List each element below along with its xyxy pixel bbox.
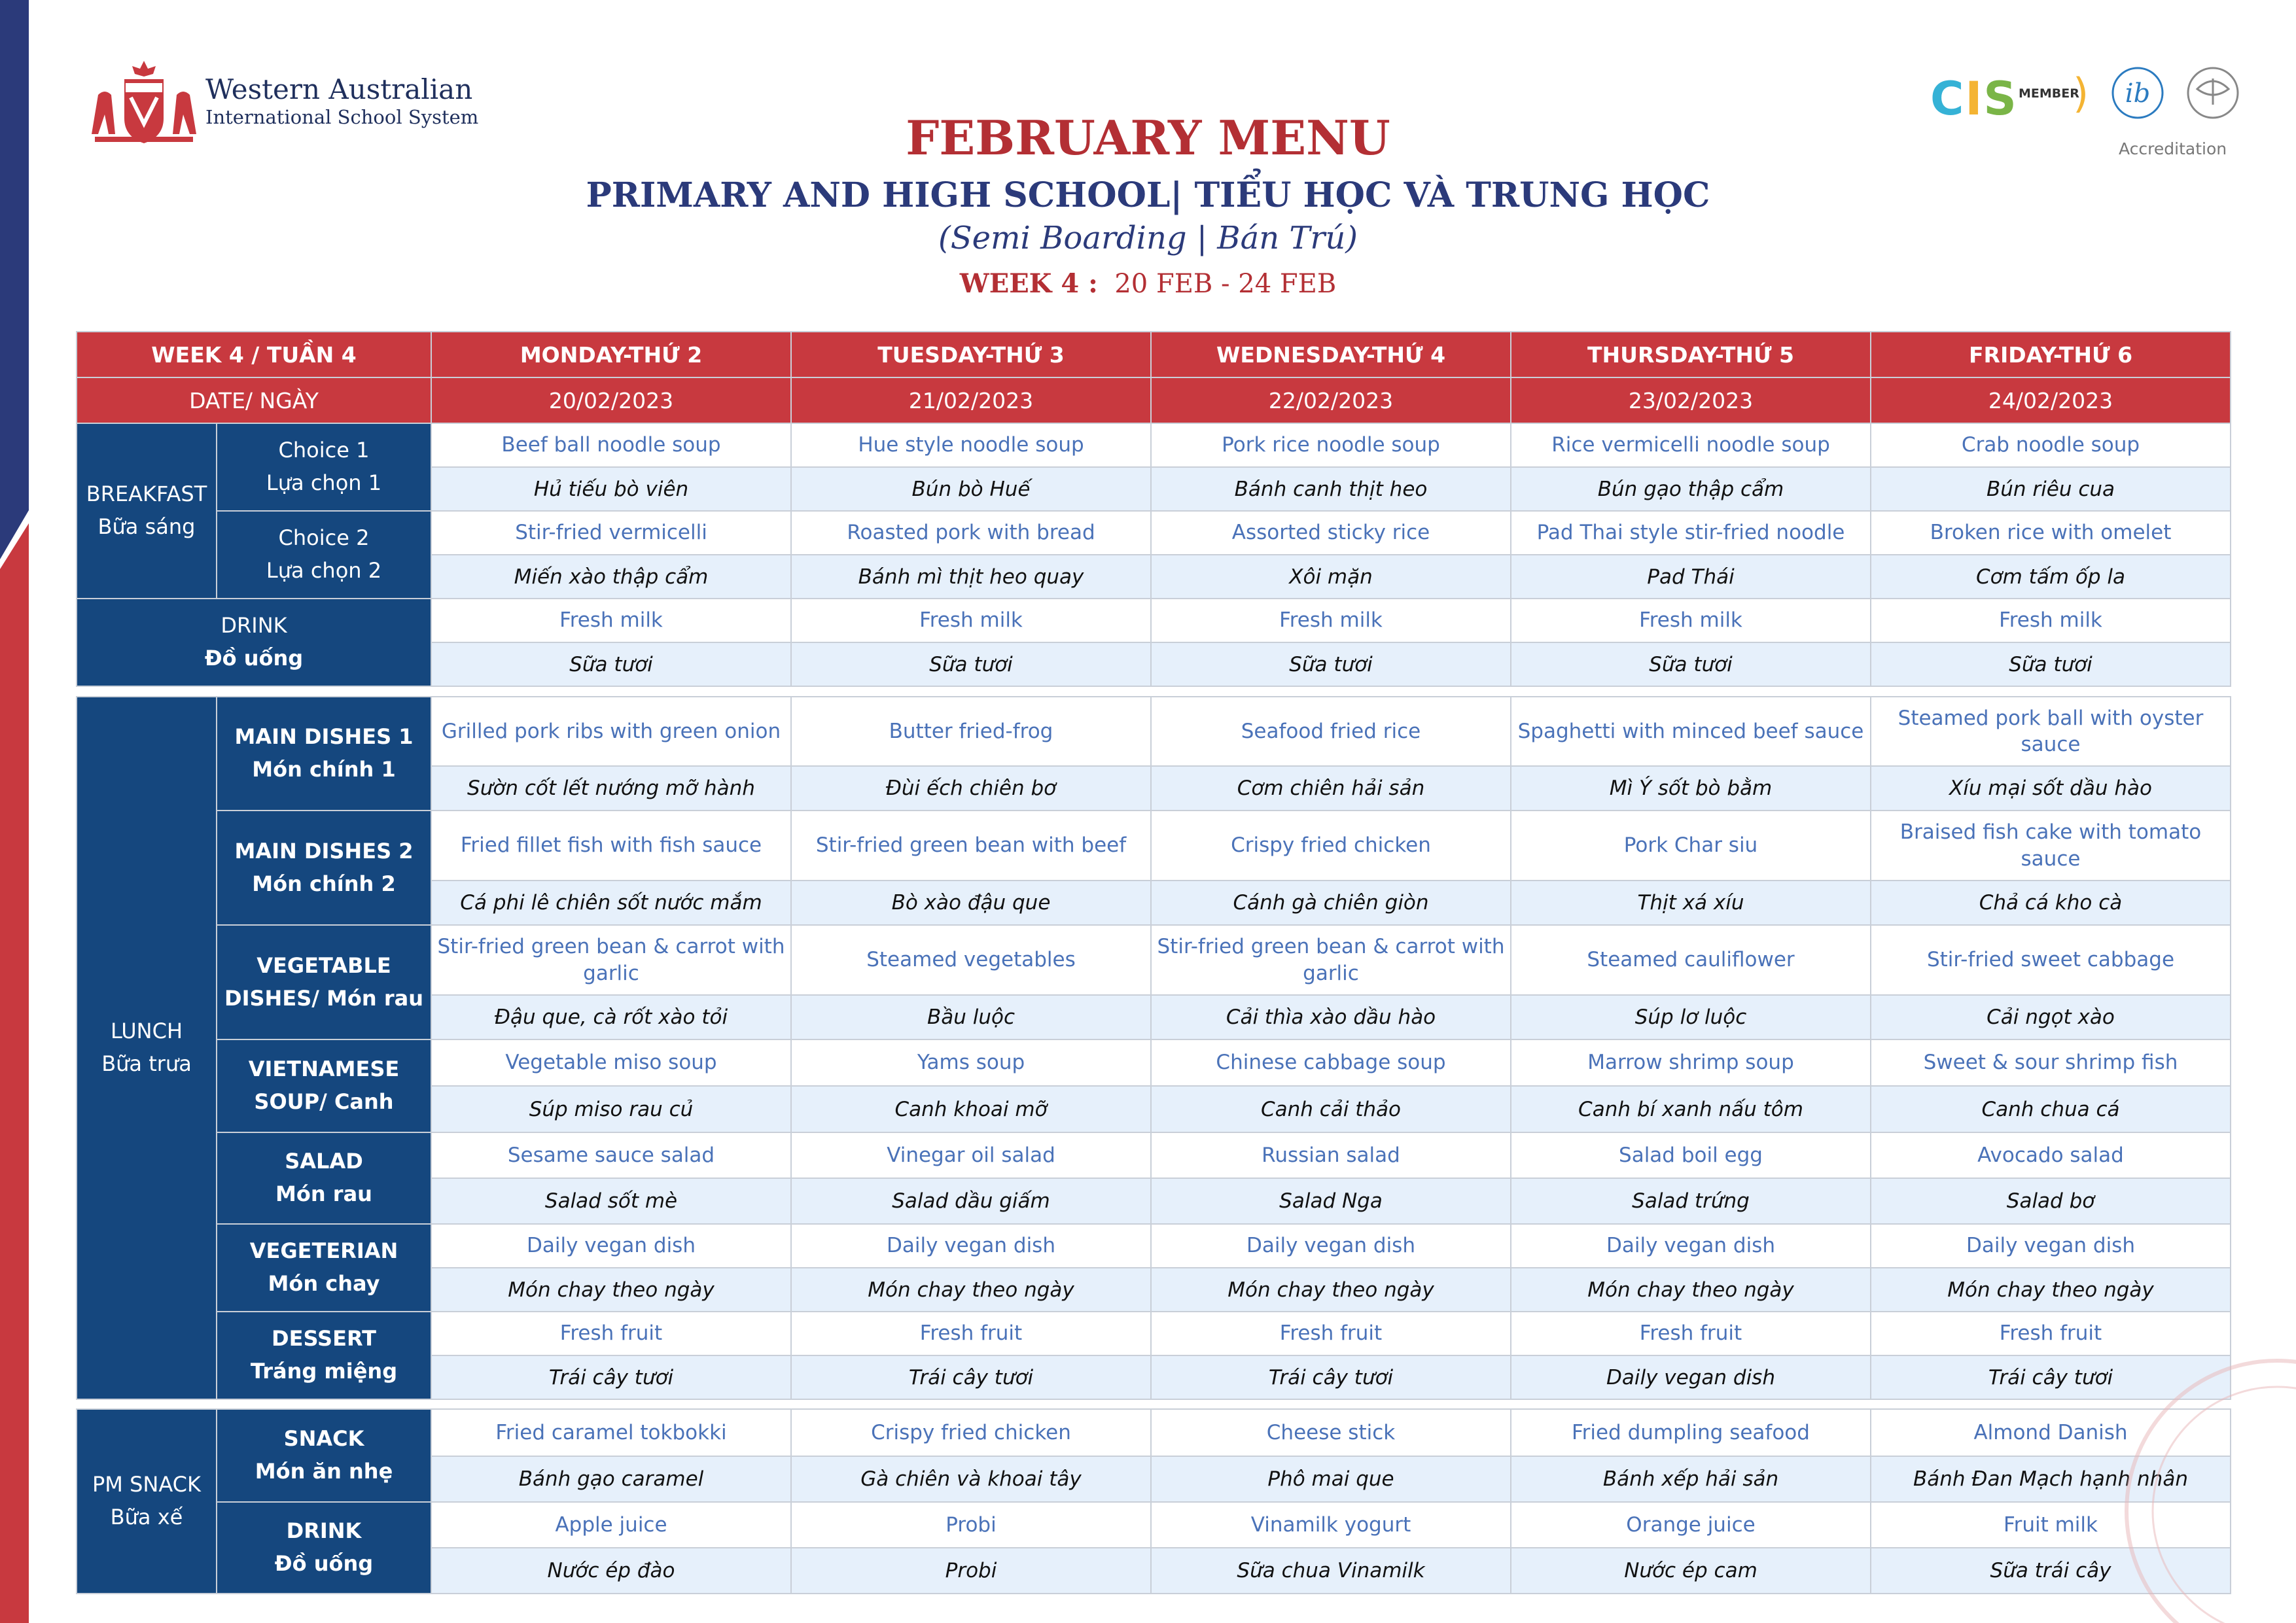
dish-vi: Súp miso rau củ [431,1086,791,1132]
dish-en: Steamed vegetables [791,925,1151,995]
dish-vi: Xôi mặn [1151,555,1511,599]
dish-en: Fresh milk [1871,599,2231,642]
dish-vi: Đậu que, cà rốt xào tỏi [431,995,791,1039]
dish-vi: Nước ép đào [431,1548,791,1594]
header-day: FRIDAY-THỨ 6 [1871,332,2231,377]
dish-vi: Cơm chiên hải sản [1151,766,1511,811]
row-label-snack-drink: DRINK Đồ uống [217,1502,431,1594]
dish-vi: Thịt xá xíu [1511,881,1871,925]
dish-en: Stir-fried vermicelli [431,511,791,555]
dish-en: Assorted sticky rice [1151,511,1511,555]
dish-vi: Chả cá kho cà [1871,881,2231,925]
header-date-cell: 23/02/2023 [1511,377,1871,423]
row-label-soup: VIETNAMESE SOUP/ Canh [217,1039,431,1132]
dish-vi: Salad Nga [1151,1178,1511,1224]
table-row [77,1502,2231,1548]
dish-en: Vinegar oil salad [791,1132,1151,1178]
dish-vi: Bánh mì thịt heo quay [791,555,1151,599]
dish-vi: Đùi ếch chiên bơ [791,766,1151,811]
table-row [77,1224,2231,1268]
dish-en: Fried caramel tokbokki [431,1409,791,1456]
dish-en: Stir-fried green bean & carrot with garlic [431,925,791,995]
dish-vi: Món chay theo ngày [1151,1268,1511,1312]
lunch-table [76,696,2231,1400]
cis-logo: CIS [1930,72,2018,126]
dish-en: Grilled pork ribs with green onion [431,697,791,766]
dish-vi: Mì Ý sốt bò bằm [1511,766,1871,811]
dish-en: Fresh fruit [1871,1312,2231,1355]
dish-en: Vinamilk yogurt [1151,1502,1511,1548]
dish-en: Crispy fried chicken [791,1409,1151,1456]
dish-en: Avocado salad [1871,1132,2231,1178]
dish-en: Daily vegan dish [1511,1224,1871,1268]
header-day: THURSDAY-THỨ 5 [1511,332,1871,377]
row-label-main-2: MAIN DISHES 2 Món chính 2 [217,811,431,925]
dish-en: Fresh milk [1151,599,1511,642]
page-subtitle-2: (Semi Boarding | Bán Trú) [938,220,1358,256]
dish-vi: Sữa chua Vinamilk [1151,1548,1511,1594]
header-row-dates [77,377,2231,423]
dish-vi: Bánh canh thịt heo [1151,467,1511,511]
page-subtitle: PRIMARY AND HIGH SCHOOL| TIỂU HỌC VÀ TRUNG HỌC [586,175,1710,215]
dish-vi: Daily vegan dish [1511,1355,1871,1399]
dish-en: Beef ball noodle soup [431,423,791,467]
table-row [77,925,2231,995]
dish-vi: Salad sốt mè [431,1178,791,1224]
row-label-drink: DRINK Đồ uống [77,599,431,686]
dish-vi: Bún riêu cua [1871,467,2231,511]
dish-vi: Trái cây tươi [431,1355,791,1399]
dish-vi: Cá phi lê chiên sốt nước mắm [431,881,791,925]
school-name-line2: International School System [205,106,479,129]
header-date-cell: 20/02/2023 [431,377,791,423]
dish-vi: Bún bò Huế [791,467,1151,511]
dish-vi: Sữa tươi [431,642,791,686]
dish-vi: Gà chiên và khoai tây [791,1456,1151,1502]
dish-vi: Món chay theo ngày [1511,1268,1871,1312]
table-row [77,1039,2231,1086]
dish-vi: Salad bơ [1871,1178,2231,1224]
table-row [77,697,2231,766]
dish-vi: Trái cây tươi [1151,1355,1511,1399]
dish-en: Steamed cauliflower [1511,925,1871,995]
dish-vi: Miến xào thập cẩm [431,555,791,599]
dish-en: Broken rice with omelet [1871,511,2231,555]
dish-en: Fried dumpling seafood [1511,1409,1871,1456]
row-label-snack: SNACK Món ăn nhẹ [217,1409,431,1502]
pm-snack-table [76,1408,2231,1594]
dish-en: Fresh milk [431,599,791,642]
dish-vi: Phô mai que [1151,1456,1511,1502]
week-range [0,268,2296,299]
dish-en: Pad Thai style stir-fried noodle [1511,511,1871,555]
dish-en: Butter fried-frog [791,697,1151,766]
dish-en: Stir-fried green bean & carrot with garlic [1151,925,1511,995]
row-label-choice-1: Choice 1 Lựa chọn 1 [217,423,431,511]
dish-en: Fried fillet fish with fish sauce [431,811,791,881]
dish-en: Russian salad [1151,1132,1511,1178]
dish-vi: Hủ tiếu bò viên [431,467,791,511]
category-breakfast: BREAKFAST Bữa sáng [77,423,217,599]
table-row [77,423,2231,467]
dish-en: Daily vegan dish [431,1224,791,1268]
dish-en: Fresh fruit [791,1312,1151,1355]
dish-en: Stir-fried sweet cabbage [1871,925,2231,995]
dish-en: Hue style noodle soup [791,423,1151,467]
watermark-seal [2061,1341,2296,1623]
cis-member-label: MEMBER [2019,86,2079,101]
dish-en: Sesame sauce salad [431,1132,791,1178]
dish-en: Steamed pork ball with oyster sauce [1871,697,2231,766]
dish-vi: Probi [791,1548,1151,1594]
dish-vi: Bò xào đậu que [791,881,1151,925]
dish-en: Chinese cabbage soup [1151,1039,1511,1086]
week-label: WEEK 4 : [959,268,1098,299]
dish-en: Vegetable miso soup [431,1039,791,1086]
table-row [77,1409,2231,1456]
dish-en: Daily vegan dish [1871,1224,2231,1268]
dish-vi: Bánh gạo caramel [431,1456,791,1502]
week-dates: 20 FEB - 24 FEB [1114,269,1337,299]
dish-en: Braised fish cake with tomato sauce [1871,811,2231,881]
dish-vi: Bún gạo thập cẩm [1511,467,1871,511]
dish-en: Pork rice noodle soup [1151,423,1511,467]
dish-en: Sweet & sour shrimp fish [1871,1039,2231,1086]
dish-vi: Món chay theo ngày [1871,1268,2231,1312]
dish-vi: Sữa tươi [1511,642,1871,686]
dish-vi: Salad trứng [1511,1178,1871,1224]
dish-vi: Sữa tươi [1871,642,2231,686]
row-label-choice-2: Choice 2 Lựa chọn 2 [217,511,431,599]
header-week: WEEK 4 / TUẦN 4 [77,332,431,377]
dish-vi: Cơm tấm ốp la [1871,555,2231,599]
accreditation-label: Accreditation [2119,139,2227,158]
dish-vi: Sườn cốt lết nướng mỡ hành [431,766,791,811]
dish-vi: Canh chua cá [1871,1086,2231,1132]
dish-vi: Bánh Đan Mạch hạnh nhân [1871,1456,2231,1502]
dish-vi: Salad dầu giấm [791,1178,1151,1224]
dish-en: Orange juice [1511,1502,1871,1548]
dish-en: Fresh fruit [1511,1312,1871,1355]
header-date: DATE/ NGÀY [77,377,431,423]
header-day: WEDNESDAY-THỨ 4 [1151,332,1511,377]
dish-vi: Trái cây tươi [1871,1355,2231,1399]
dish-vi: Sữa tươi [1151,642,1511,686]
category-lunch: LUNCH Bữa trưa [77,697,217,1399]
dish-en: Daily vegan dish [791,1224,1151,1268]
table-row [77,599,2231,642]
dish-en: Rice vermicelli noodle soup [1511,423,1871,467]
dish-en: Pork Char siu [1511,811,1871,881]
ib-logo-text: ib [2125,79,2151,109]
dish-en: Almond Danish [1871,1409,2231,1456]
dish-en: Crab noodle soup [1871,423,2231,467]
dish-vi: Cải ngọt xào [1871,995,2231,1039]
dish-en: Fresh fruit [431,1312,791,1355]
dish-vi: Nước ép cam [1511,1548,1871,1594]
dish-en: Marrow shrimp soup [1511,1039,1871,1086]
table-row [77,1132,2231,1178]
breakfast-table [76,331,2231,687]
dish-vi: Sữa tươi [791,642,1151,686]
header-day: MONDAY-THỨ 2 [431,332,791,377]
dish-vi: Trái cây tươi [791,1355,1151,1399]
page-title: FEBRUARY MENU [906,110,1390,166]
row-label-salad: SALAD Món rau [217,1132,431,1224]
dish-vi: Canh bí xanh nấu tôm [1511,1086,1871,1132]
category-pm-snack: PM SNACK Bữa xế [77,1409,217,1594]
dish-vi: Cánh gà chiên giòn [1151,881,1511,925]
dish-en: Fresh milk [791,599,1151,642]
school-name-line1: Western Australian [205,73,473,105]
dish-vi: Món chay theo ngày [431,1268,791,1312]
dish-en: Yams soup [791,1039,1151,1086]
table-row [77,811,2231,881]
dish-en: Cheese stick [1151,1409,1511,1456]
dish-vi: Súp lơ luộc [1511,995,1871,1039]
dish-vi: Canh khoai mỡ [791,1086,1151,1132]
row-label-main-1: MAIN DISHES 1 Món chính 1 [217,697,431,811]
dish-vi: Bánh xếp hải sản [1511,1456,1871,1502]
header-date-cell: 22/02/2023 [1151,377,1511,423]
dish-en: Fruit milk [1871,1502,2231,1548]
cis-bracket-icon: ) [2073,69,2089,117]
dish-vi: Món chay theo ngày [791,1268,1151,1312]
dish-en: Daily vegan dish [1151,1224,1511,1268]
dish-en: Crispy fried chicken [1151,811,1511,881]
dish-vi: Pad Thái [1511,555,1871,599]
dish-en: Fresh fruit [1151,1312,1511,1355]
header-date-cell: 21/02/2023 [791,377,1151,423]
table-row [77,511,2231,555]
dish-en: Seafood fried rice [1151,697,1511,766]
dish-vi: Bầu luộc [791,995,1151,1039]
dish-vi: Canh cải thảo [1151,1086,1511,1132]
row-label-dessert: DESSERT Tráng miệng [217,1312,431,1399]
header-day: TUESDAY-THỨ 3 [791,332,1151,377]
dish-en: Apple juice [431,1502,791,1548]
row-label-vegetarian: VEGETERIAN Món chay [217,1224,431,1312]
dish-vi: Xíu mại sốt dầu hào [1871,766,2231,811]
dish-en: Probi [791,1502,1151,1548]
dish-vi: Sữa trái cây [1871,1548,2231,1594]
dish-en: Spaghetti with minced beef sauce [1511,697,1871,766]
dish-en: Roasted pork with bread [791,511,1151,555]
dish-en: Stir-fried green bean with beef [791,811,1151,881]
dish-vi: Cải thìa xào dầu hào [1151,995,1511,1039]
dish-en: Salad boil egg [1511,1132,1871,1178]
dish-en: Fresh milk [1511,599,1871,642]
table-row [77,1312,2231,1355]
header-row-days [77,332,2231,377]
header-date-cell: 24/02/2023 [1871,377,2231,423]
row-label-vegetable: VEGETABLE DISHES/ Món rau [217,925,431,1039]
